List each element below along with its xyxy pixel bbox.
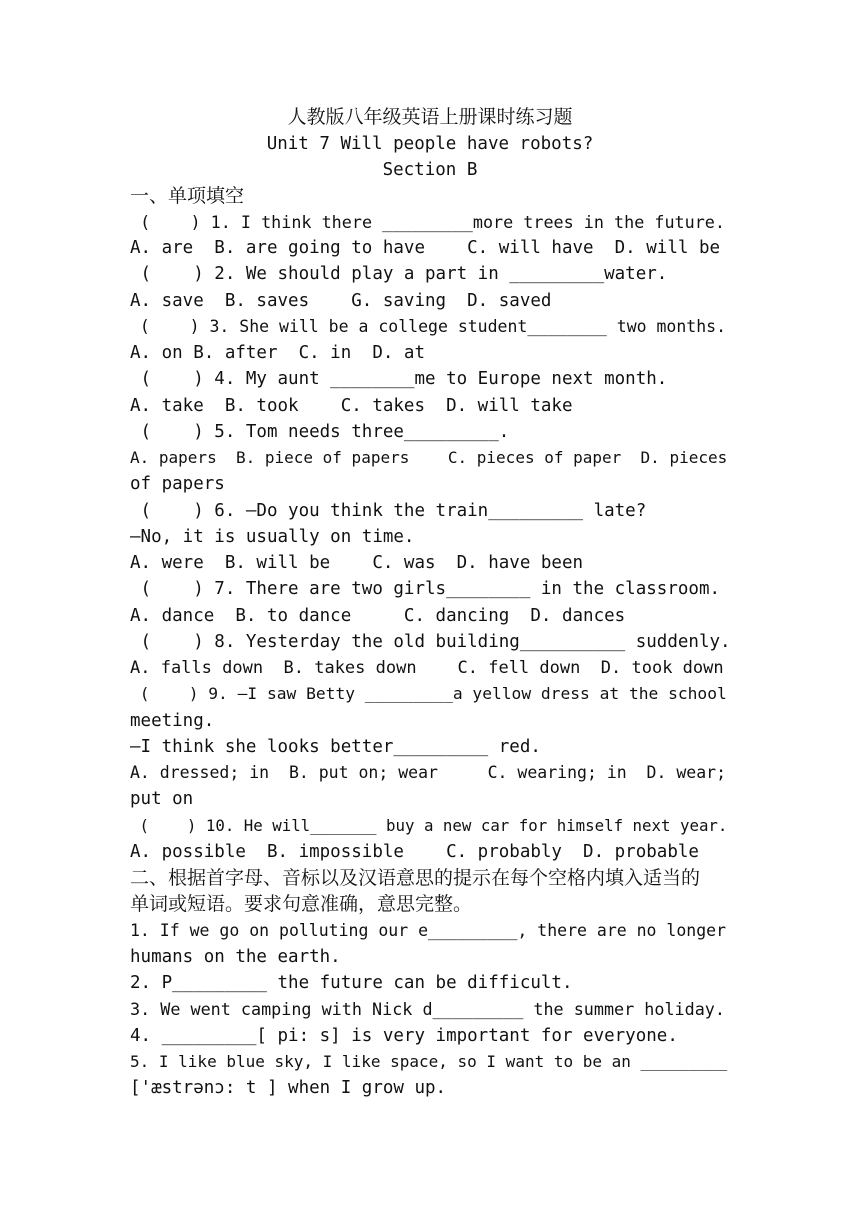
question-line: ( ) 4. My aunt ________me to Europe next month. [130, 369, 668, 389]
options-line: A. are B. are going to have C. will have D. will be [130, 238, 721, 258]
options-line: A. on B. after C. in D. at [130, 343, 426, 363]
question-line-continued: meeting. [130, 711, 215, 731]
options-line: A. save B. saves G. saving D. saved [130, 291, 552, 311]
options-line-continued: of papers [130, 474, 225, 494]
unit-title: Unit 7 Will people have robots? [266, 134, 594, 154]
fill-question-line: 3. We went camping with Nick d_________ the summer holiday. [130, 999, 725, 1019]
question-line: ( ) 3. She will be a college student________ two months. [130, 317, 727, 336]
worksheet-title: 人教版八年级英语上册课时练习题 [287, 106, 573, 128]
question-line: ( ) 7. There are two girls________ in the classroom. [130, 579, 721, 599]
fill-question-line: 4. _________[ pi: s] is very important for everyone. [130, 1026, 678, 1046]
question-line-continued: —I think she looks better_________ red. [130, 737, 541, 757]
fill-question-line: 2. P_________ the future can be difficult. [130, 973, 573, 993]
question-line: ( ) 2. We should play a part in _________water. [130, 264, 668, 284]
options-line: A. papers B. piece of papers C. pieces of paper D. pieces [130, 448, 728, 467]
part2-heading-line2: 单词或短语。要求句意准确，意思完整。 [130, 893, 473, 915]
options-line: A. were B. will be C. was D. have been [130, 553, 584, 573]
options-line: A. dance B. to dance C. dancing D. dances [130, 606, 626, 626]
section-title: Section B [382, 160, 478, 180]
options-line-continued: put on [130, 789, 194, 809]
question-line: ( ) 5. Tom needs three_________. [130, 422, 510, 442]
question-line-continued: —No, it is usually on time. [130, 527, 415, 547]
options-line: A. take B. took C. takes D. will take [130, 396, 573, 416]
question-line: ( ) 1. I think there _________more trees in the future. [130, 212, 725, 232]
fill-question-line: 5. I like blue sky, I like space, so I want to be an _________ [130, 1052, 728, 1071]
question-line: ( ) 6. —Do you think the train_________ late? [130, 501, 647, 521]
part2-heading-line1: 二、根据首字母、音标以及汉语意思的提示在每个空格内填入适当的 [130, 867, 701, 889]
options-line: A. falls down B. takes down C. fell down D. took down [130, 658, 724, 678]
part1-heading: 一、单项填空 [130, 185, 245, 207]
question-line: ( ) 9. —I saw Betty _________a yellow dress at the school [130, 684, 727, 703]
fill-question-line: 1. If we go on polluting our e_________, there are no longer [130, 921, 727, 940]
question-line: ( ) 10. He will_______ buy a new car for himself next year. [130, 816, 728, 835]
fill-question-line-continued: humans on the earth. [130, 947, 341, 967]
options-line: A. dressed; in B. put on; wear C. wearing; in D. wear; [130, 763, 727, 782]
options-line: A. possible B. impossible C. probably D. probable [130, 842, 699, 862]
question-line: ( ) 8. Yesterday the old building__________ suddenly. [130, 632, 731, 652]
fill-question-line-continued: ['æstrənɔ: t ] when I grow up. [130, 1078, 447, 1098]
